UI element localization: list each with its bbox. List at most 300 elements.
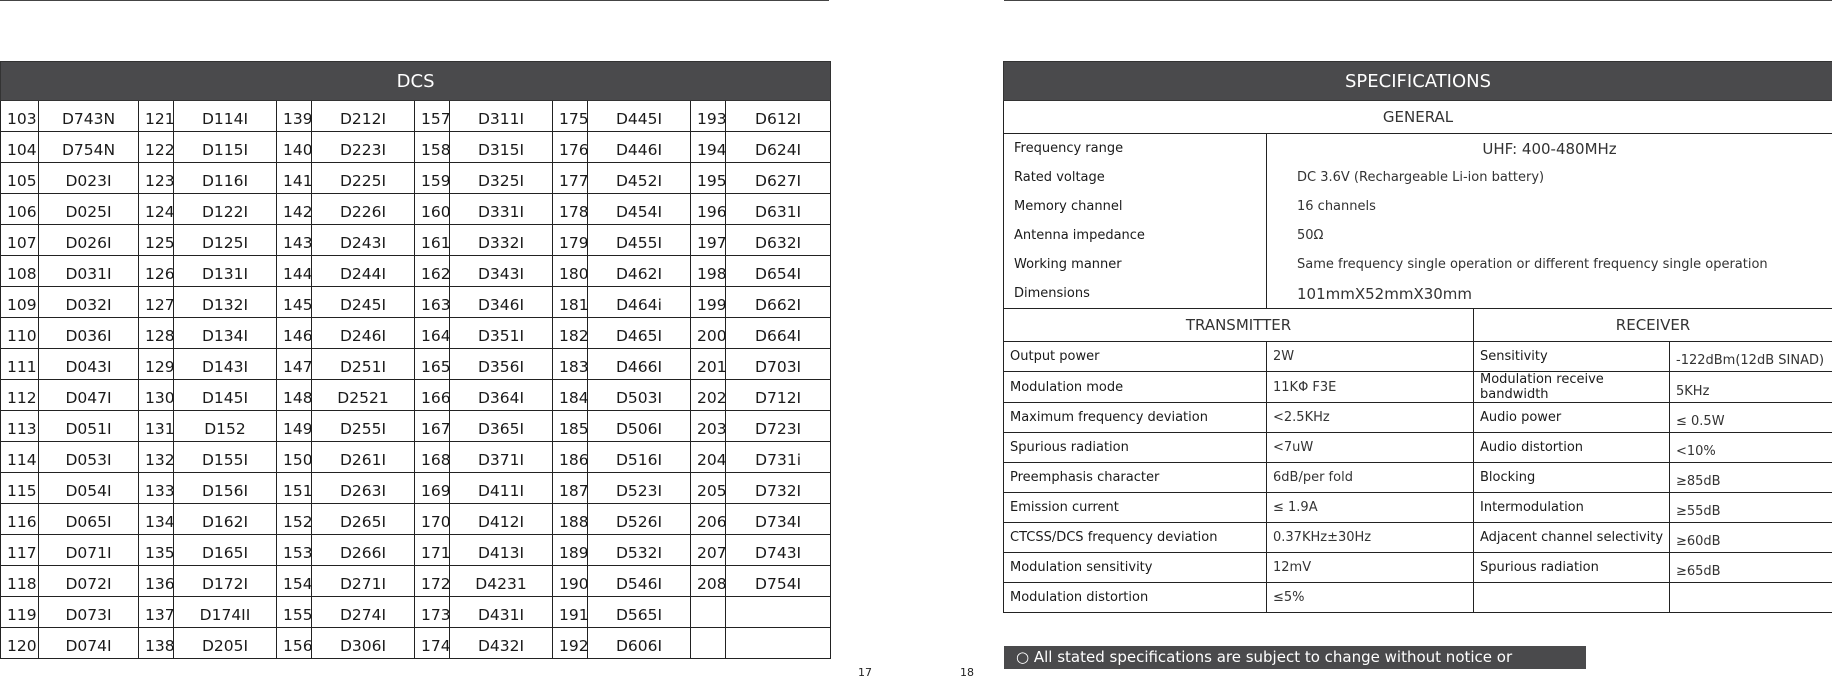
- dcs-number: 154: [277, 566, 312, 597]
- rx-label: Intermodulation: [1474, 493, 1670, 523]
- receiver-heading: RECEIVER: [1474, 309, 1832, 342]
- dcs-number: 145: [277, 287, 312, 318]
- dcs-number: 108: [1, 256, 39, 287]
- dcs-number: 143: [277, 225, 312, 256]
- dcs-number: 172: [415, 566, 450, 597]
- dcs-code: D174II: [174, 597, 277, 628]
- tx-value: <7uW: [1267, 433, 1474, 463]
- dcs-code: D612I: [726, 101, 831, 132]
- dcs-code: D043I: [39, 349, 139, 380]
- dcs-code: D731i: [726, 442, 831, 473]
- dcs-number: 181: [553, 287, 588, 318]
- dcs-code: D365I: [450, 411, 553, 442]
- dcs-code: D071I: [39, 535, 139, 566]
- dcs-number: [691, 597, 726, 628]
- dcs-code: D223I: [312, 132, 415, 163]
- tx-rx-row: [1004, 583, 1832, 613]
- dcs-code: D624I: [726, 132, 831, 163]
- general-row: [1004, 192, 1832, 221]
- dcs-number: 198: [691, 256, 726, 287]
- rx-value: [1670, 463, 1832, 493]
- dcs-number: 205: [691, 473, 726, 504]
- dcs-code: D516I: [588, 442, 691, 473]
- rx-value-text: ≤ 0.5W: [1676, 414, 1725, 429]
- dcs-number: 137: [139, 597, 174, 628]
- dcs-code: D311I: [450, 101, 553, 132]
- dcs-code: D172I: [174, 566, 277, 597]
- dcs-number: 152: [277, 504, 312, 535]
- tx-value: 11KΦ F3E: [1267, 372, 1474, 403]
- dcs-number: 118: [1, 566, 39, 597]
- dcs-code: D364I: [450, 380, 553, 411]
- general-heading: GENERAL: [1004, 101, 1832, 134]
- dcs-code: D754I: [726, 566, 831, 597]
- dcs-code: D047I: [39, 380, 139, 411]
- dcs-code: D255I: [312, 411, 415, 442]
- dcs-code: D212I: [312, 101, 415, 132]
- dcs-code: D116I: [174, 163, 277, 194]
- dcs-code: D431I: [450, 597, 553, 628]
- dcs-number: 151: [277, 473, 312, 504]
- dcs-number: 107: [1, 225, 39, 256]
- dcs-number: 136: [139, 566, 174, 597]
- dcs-number: 106: [1, 194, 39, 225]
- dcs-number: 169: [415, 473, 450, 504]
- dcs-number: 133: [139, 473, 174, 504]
- tx-rx-row: [1004, 433, 1832, 463]
- dcs-code: D4231: [450, 566, 553, 597]
- tx-value: ≤5%: [1267, 583, 1474, 613]
- dcs-code: D346I: [450, 287, 553, 318]
- dcs-table-row: [1, 535, 831, 566]
- dcs-code: D734I: [726, 504, 831, 535]
- dcs-number: 125: [139, 225, 174, 256]
- dcs-code-table: [0, 61, 831, 659]
- dcs-code: [726, 628, 831, 659]
- tx-rx-row: [1004, 493, 1832, 523]
- dcs-code: D026I: [39, 225, 139, 256]
- dcs-number: 119: [1, 597, 39, 628]
- dcs-code: D134I: [174, 318, 277, 349]
- rx-value-text: -122dBm(12dB SINAD): [1676, 353, 1824, 368]
- spec-value: 16 channels: [1267, 192, 1832, 221]
- dcs-number: 103: [1, 101, 39, 132]
- dcs-table-row: [1, 132, 831, 163]
- rx-value: [1670, 342, 1832, 372]
- rx-value: [1670, 553, 1832, 583]
- dcs-number: 115: [1, 473, 39, 504]
- dcs-number: 193: [691, 101, 726, 132]
- spec-label: Antenna impedance: [1004, 221, 1267, 250]
- dcs-code: D246I: [312, 318, 415, 349]
- rx-value: [1670, 403, 1832, 433]
- dcs-number: 149: [277, 411, 312, 442]
- dcs-code: D723I: [726, 411, 831, 442]
- tx-rx-table-body: [1004, 342, 1832, 613]
- dcs-number: 186: [553, 442, 588, 473]
- dcs-table-row: [1, 256, 831, 287]
- dcs-number: 165: [415, 349, 450, 380]
- dcs-code: D506I: [588, 411, 691, 442]
- dcs-table-row: [1, 504, 831, 535]
- tx-value: 12mV: [1267, 553, 1474, 583]
- dcs-number: 163: [415, 287, 450, 318]
- dcs-number: 122: [139, 132, 174, 163]
- dcs-code: D271I: [312, 566, 415, 597]
- tx-label: CTCSS/DCS frequency deviation: [1004, 523, 1267, 553]
- dcs-code: D351I: [450, 318, 553, 349]
- dcs-table-row: [1, 380, 831, 411]
- dcs-number: 161: [415, 225, 450, 256]
- dcs-number: 116: [1, 504, 39, 535]
- tx-value: <2.5KHz: [1267, 403, 1474, 433]
- dcs-number: 188: [553, 504, 588, 535]
- dcs-number: 128: [139, 318, 174, 349]
- dcs-number: 173: [415, 597, 450, 628]
- dcs-number: 158: [415, 132, 450, 163]
- dcs-code: D462I: [588, 256, 691, 287]
- dcs-number: 155: [277, 597, 312, 628]
- rx-label: [1474, 583, 1670, 613]
- dcs-number: 170: [415, 504, 450, 535]
- dcs-table-row: [1, 287, 831, 318]
- dcs-code: D125I: [174, 225, 277, 256]
- dcs-number: 208: [691, 566, 726, 597]
- dcs-code: D565I: [588, 597, 691, 628]
- dcs-code: D274I: [312, 597, 415, 628]
- dcs-number: 132: [139, 442, 174, 473]
- rx-value: [1670, 372, 1832, 403]
- tx-rx-row: [1004, 463, 1832, 493]
- dcs-number: 191: [553, 597, 588, 628]
- dcs-table-row: [1, 473, 831, 504]
- dcs-code: D654I: [726, 256, 831, 287]
- dcs-code: D065I: [39, 504, 139, 535]
- dcs-code: D503I: [588, 380, 691, 411]
- disclaimer-note: ○ All stated specifications are subject to change without notice or obligation.: [1004, 646, 1586, 669]
- dcs-code: D526I: [588, 504, 691, 535]
- dcs-code: D754N: [39, 132, 139, 163]
- dcs-number: 121: [139, 101, 174, 132]
- dcs-code: D152: [174, 411, 277, 442]
- spec-value: UHF: 400-480MHz: [1267, 134, 1832, 164]
- tx-label: Modulation mode: [1004, 372, 1267, 403]
- top-rule-left: [0, 0, 829, 1]
- dcs-code: D411I: [450, 473, 553, 504]
- dcs-code: D627I: [726, 163, 831, 194]
- dcs-number: 184: [553, 380, 588, 411]
- dcs-code: D445I: [588, 101, 691, 132]
- tx-label: Output power: [1004, 342, 1267, 372]
- rx-value-text: <10%: [1676, 444, 1716, 459]
- specifications-table: [1003, 61, 1832, 613]
- dcs-code: D131I: [174, 256, 277, 287]
- dcs-code: D332I: [450, 225, 553, 256]
- dcs-code: D662I: [726, 287, 831, 318]
- dcs-number: 176: [553, 132, 588, 163]
- dcs-table-row: [1, 194, 831, 225]
- tx-label: Emission current: [1004, 493, 1267, 523]
- top-rule-right: [1004, 0, 1832, 1]
- dcs-code: D263I: [312, 473, 415, 504]
- dcs-table-row: [1, 442, 831, 473]
- dcs-number: 202: [691, 380, 726, 411]
- dcs-number: 130: [139, 380, 174, 411]
- dcs-number: 139: [277, 101, 312, 132]
- tx-label: Maximum frequency deviation: [1004, 403, 1267, 433]
- tx-value: 2W: [1267, 342, 1474, 372]
- page-number-left: 17: [858, 666, 872, 679]
- dcs-code: D115I: [174, 132, 277, 163]
- dcs-code: D261I: [312, 442, 415, 473]
- dcs-code: D2521: [312, 380, 415, 411]
- dcs-code: D023I: [39, 163, 139, 194]
- dcs-number: 197: [691, 225, 726, 256]
- dcs-table-row: [1, 163, 831, 194]
- spec-value: Same frequency single operation or different frequency single operation: [1267, 250, 1832, 279]
- dcs-number: 148: [277, 380, 312, 411]
- dcs-number: 156: [277, 628, 312, 659]
- dcs-code: D664I: [726, 318, 831, 349]
- dcs-code: D145I: [174, 380, 277, 411]
- tx-label: Modulation sensitivity: [1004, 553, 1267, 583]
- dcs-code: D165I: [174, 535, 277, 566]
- dcs-code: D446I: [588, 132, 691, 163]
- dcs-code: D072I: [39, 566, 139, 597]
- dcs-number: 153: [277, 535, 312, 566]
- dcs-table-row: [1, 101, 831, 132]
- dcs-code: D074I: [39, 628, 139, 659]
- dcs-number: 135: [139, 535, 174, 566]
- dcs-code: D225I: [312, 163, 415, 194]
- dcs-code: D251I: [312, 349, 415, 380]
- dcs-number: 105: [1, 163, 39, 194]
- dcs-number: 196: [691, 194, 726, 225]
- dcs-code: D455I: [588, 225, 691, 256]
- dcs-number: 160: [415, 194, 450, 225]
- dcs-code: D523I: [588, 473, 691, 504]
- dcs-number: 204: [691, 442, 726, 473]
- dcs-code: D325I: [450, 163, 553, 194]
- tx-rx-row: [1004, 403, 1832, 433]
- dcs-number: 123: [139, 163, 174, 194]
- dcs-code: D114I: [174, 101, 277, 132]
- dcs-number: 187: [553, 473, 588, 504]
- dcs-code: D356I: [450, 349, 553, 380]
- spec-label: Rated voltage: [1004, 163, 1267, 192]
- dcs-number: 146: [277, 318, 312, 349]
- page-number-right: 18: [960, 666, 974, 679]
- dcs-table-row: [1, 318, 831, 349]
- tx-value: 6dB/per fold: [1267, 463, 1474, 493]
- dcs-code: D266I: [312, 535, 415, 566]
- dcs-table-row: [1, 225, 831, 256]
- tx-rx-row: [1004, 372, 1832, 403]
- dcs-number: 175: [553, 101, 588, 132]
- dcs-code: D343I: [450, 256, 553, 287]
- dcs-number: 194: [691, 132, 726, 163]
- transmitter-heading: TRANSMITTER: [1004, 309, 1474, 342]
- dcs-code: D712I: [726, 380, 831, 411]
- dcs-code: D053I: [39, 442, 139, 473]
- general-row: [1004, 250, 1832, 279]
- specifications-section: [1003, 61, 1832, 613]
- dcs-number: 147: [277, 349, 312, 380]
- rx-value-text: ≥85dB: [1676, 474, 1721, 489]
- dcs-number: 131: [139, 411, 174, 442]
- general-row: [1004, 221, 1832, 250]
- dcs-table-body: [1, 101, 831, 659]
- dcs-number: 203: [691, 411, 726, 442]
- dcs-code: D606I: [588, 628, 691, 659]
- dcs-number: 201: [691, 349, 726, 380]
- dcs-number: 166: [415, 380, 450, 411]
- dcs-number: 199: [691, 287, 726, 318]
- dcs-code: D025I: [39, 194, 139, 225]
- dcs-code: D132I: [174, 287, 277, 318]
- spec-value: DC 3.6V (Rechargeable Li-ion battery): [1267, 163, 1832, 192]
- dcs-number: 142: [277, 194, 312, 225]
- tx-rx-row: [1004, 523, 1832, 553]
- dcs-number: 150: [277, 442, 312, 473]
- spec-label: Memory channel: [1004, 192, 1267, 221]
- dcs-table-row: [1, 566, 831, 597]
- rx-value-text: ≥55dB: [1676, 504, 1721, 519]
- tx-rx-row: [1004, 342, 1832, 372]
- dcs-number: [691, 628, 726, 659]
- dcs-code: D156I: [174, 473, 277, 504]
- dcs-number: 114: [1, 442, 39, 473]
- dcs-number: 200: [691, 318, 726, 349]
- dcs-code: D031I: [39, 256, 139, 287]
- tx-value: ≤ 1.9A: [1267, 493, 1474, 523]
- dcs-number: 185: [553, 411, 588, 442]
- rx-label: Modulation receive bandwidth: [1474, 372, 1670, 403]
- tx-label: Modulation distortion: [1004, 583, 1267, 613]
- tx-label: Spurious radiation: [1004, 433, 1267, 463]
- dcs-number: 162: [415, 256, 450, 287]
- dcs-number: 207: [691, 535, 726, 566]
- spec-label: Working manner: [1004, 250, 1267, 279]
- rx-label: Sensitivity: [1474, 342, 1670, 372]
- dcs-code: [726, 597, 831, 628]
- general-row: [1004, 163, 1832, 192]
- dcs-code: D454I: [588, 194, 691, 225]
- dcs-code: D743N: [39, 101, 139, 132]
- dcs-code: D155I: [174, 442, 277, 473]
- dcs-code: D371I: [450, 442, 553, 473]
- dcs-number: 140: [277, 132, 312, 163]
- dcs-code: D051I: [39, 411, 139, 442]
- dcs-code: D245I: [312, 287, 415, 318]
- dcs-number: 206: [691, 504, 726, 535]
- rx-value: [1670, 583, 1832, 613]
- dcs-number: 190: [553, 566, 588, 597]
- rx-value-text: ≥65dB: [1676, 564, 1721, 579]
- dcs-number: 138: [139, 628, 174, 659]
- tx-label: Preemphasis character: [1004, 463, 1267, 493]
- dcs-number: 180: [553, 256, 588, 287]
- dcs-number: 177: [553, 163, 588, 194]
- dcs-table-row: [1, 349, 831, 380]
- spec-value: 101mmX52mmX30mm: [1267, 279, 1832, 309]
- rx-value: [1670, 493, 1832, 523]
- dcs-number: 126: [139, 256, 174, 287]
- dcs-number: 109: [1, 287, 39, 318]
- dcs-table-row: [1, 411, 831, 442]
- rx-value: [1670, 523, 1832, 553]
- dcs-number: 168: [415, 442, 450, 473]
- tx-rx-row: [1004, 553, 1832, 583]
- dcs-code: D315I: [450, 132, 553, 163]
- dcs-code: D162I: [174, 504, 277, 535]
- dcs-code: D205I: [174, 628, 277, 659]
- spec-label: Dimensions: [1004, 279, 1267, 309]
- dcs-table-row: [1, 597, 831, 628]
- spec-value: 50Ω: [1267, 221, 1832, 250]
- rx-value-text: 5KHz: [1676, 384, 1709, 399]
- spec-label: Frequency range: [1004, 134, 1267, 164]
- dcs-number: 111: [1, 349, 39, 380]
- tx-value: 0.37KHz±30Hz: [1267, 523, 1474, 553]
- dcs-number: 104: [1, 132, 39, 163]
- dcs-code: D546I: [588, 566, 691, 597]
- dcs-code: D464i: [588, 287, 691, 318]
- dcs-number: 159: [415, 163, 450, 194]
- spec-table-title: SPECIFICATIONS: [1004, 62, 1832, 101]
- dcs-code: D432I: [450, 628, 553, 659]
- dcs-code: D631I: [726, 194, 831, 225]
- dcs-code: D143I: [174, 349, 277, 380]
- rx-label: Spurious radiation: [1474, 553, 1670, 583]
- dcs-code: D412I: [450, 504, 553, 535]
- rx-value-text: ≥60dB: [1676, 534, 1721, 549]
- dcs-code: D036I: [39, 318, 139, 349]
- general-row: [1004, 279, 1832, 309]
- dcs-number: 127: [139, 287, 174, 318]
- dcs-number: 110: [1, 318, 39, 349]
- dcs-code: D732I: [726, 473, 831, 504]
- dcs-code: D265I: [312, 504, 415, 535]
- dcs-table-row: [1, 628, 831, 659]
- dcs-code: D032I: [39, 287, 139, 318]
- rx-label: Adjacent channel selectivity: [1474, 523, 1670, 553]
- dcs-table-title: DCS: [1, 62, 831, 101]
- dcs-code: D466I: [588, 349, 691, 380]
- dcs-code: D122I: [174, 194, 277, 225]
- dcs-code: D073I: [39, 597, 139, 628]
- dcs-code: D703I: [726, 349, 831, 380]
- dcs-code: D532I: [588, 535, 691, 566]
- dcs-number: 182: [553, 318, 588, 349]
- rx-label: Audio distortion: [1474, 433, 1670, 463]
- dcs-code: D054I: [39, 473, 139, 504]
- dcs-code: D226I: [312, 194, 415, 225]
- dcs-number: 144: [277, 256, 312, 287]
- dcs-number: 189: [553, 535, 588, 566]
- dcs-number: 192: [553, 628, 588, 659]
- dcs-code: D243I: [312, 225, 415, 256]
- dcs-code: D331I: [450, 194, 553, 225]
- dcs-code: D452I: [588, 163, 691, 194]
- dcs-number: 141: [277, 163, 312, 194]
- dcs-number: 129: [139, 349, 174, 380]
- dcs-code: D465I: [588, 318, 691, 349]
- dcs-code: D632I: [726, 225, 831, 256]
- dcs-number: 183: [553, 349, 588, 380]
- rx-label: Blocking: [1474, 463, 1670, 493]
- dcs-number: 124: [139, 194, 174, 225]
